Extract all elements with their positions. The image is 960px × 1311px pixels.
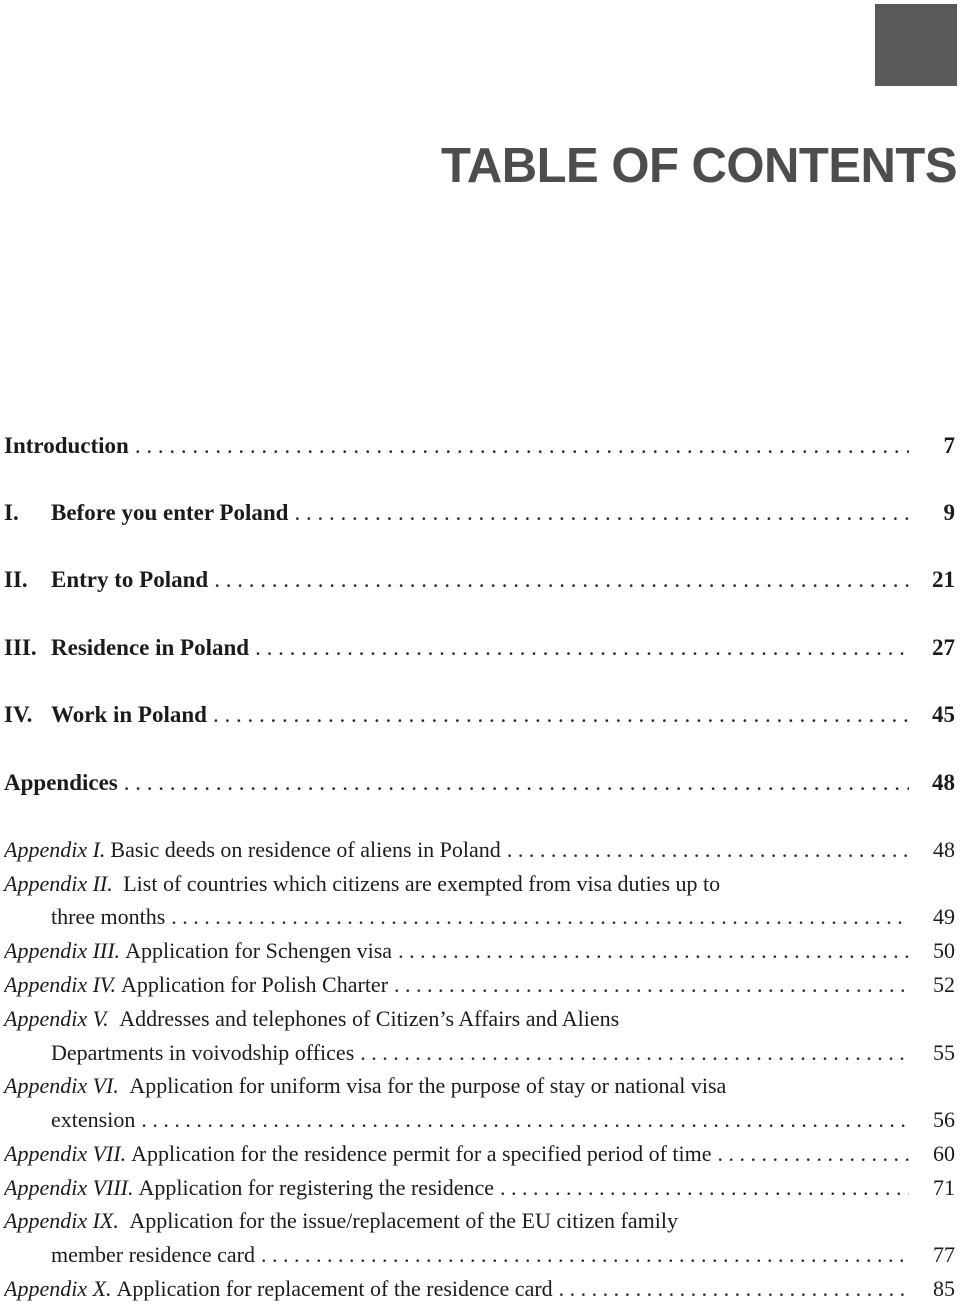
toc-entry-chapter-1[interactable] [4, 500, 955, 534]
toc-entry-appendix-5-continuation[interactable] [51, 1040, 955, 1074]
appendix-title-continuation: member residence card [51, 1242, 255, 1267]
dot-leader [559, 1276, 909, 1302]
page-title: TABLE OF CONTENTS [441, 139, 957, 193]
toc-entry-introduction[interactable] [4, 433, 955, 467]
toc-entry-title: Introduction [4, 433, 129, 458]
appendix-title: Application for the issue/replacement of the EU citizen family [129, 1208, 678, 1233]
toc-entry-page: 85 [933, 1276, 955, 1301]
toc-entry-page: 48 [933, 837, 955, 862]
appendix-title: Application for replacement of the residence card [116, 1276, 553, 1301]
toc-entry-number: III. [4, 635, 37, 660]
toc-entry-chapter-3[interactable] [4, 635, 955, 669]
dot-leader [261, 1242, 909, 1268]
dot-leader [500, 1175, 909, 1201]
toc-entry-title: Entry to Poland [51, 567, 209, 592]
appendix-title: Application for Polish Charter [121, 972, 389, 997]
toc-entry-number: I. [4, 500, 19, 525]
toc-entry-page: 77 [933, 1242, 955, 1267]
toc-entry-appendix-5[interactable] [4, 1006, 619, 1040]
toc-entry-page: 49 [933, 904, 955, 929]
toc-entry-appendices[interactable] [4, 770, 955, 804]
appendix-title: Addresses and telephones of Citizen’s Affairs and Aliens [119, 1006, 620, 1031]
toc-entry-page: 48 [932, 770, 955, 795]
toc-entry-appendix-9[interactable] [4, 1208, 678, 1242]
appendix-title: Application for registering the residence [138, 1175, 495, 1200]
toc-entry-appendix-2-continuation[interactable] [51, 904, 955, 938]
toc-entry-page: 27 [932, 635, 955, 660]
toc-entry-appendix-10[interactable] [4, 1276, 955, 1310]
appendix-title: Basic deeds on residence of aliens in Poland [110, 837, 501, 862]
dot-leader [255, 635, 909, 661]
dot-leader [718, 1141, 909, 1167]
dot-leader [394, 972, 909, 998]
appendix-title: List of countries which citizens are exempted from visa duties up to [123, 871, 721, 896]
appendix-label: Appendix VI. [4, 1073, 119, 1098]
toc-entry-appendix-2[interactable] [4, 871, 720, 905]
toc-entry-chapter-2[interactable] [4, 567, 955, 601]
dot-leader [135, 433, 909, 459]
appendix-label: Appendix VII. [4, 1141, 127, 1166]
appendix-title: Application for the residence permit for a specified period of time [131, 1141, 712, 1166]
appendix-title-continuation: Departments in voivodship offices [51, 1040, 355, 1065]
appendix-label: Appendix IX. [4, 1208, 119, 1233]
toc-entry-appendix-6[interactable] [4, 1073, 726, 1107]
toc-entry-appendix-7[interactable] [4, 1141, 955, 1175]
toc-entry-page: 45 [932, 702, 955, 727]
toc-entry-page: 52 [933, 972, 955, 997]
toc-entry-page: 71 [933, 1175, 955, 1200]
dot-leader [294, 500, 909, 526]
toc-entry-page: 50 [933, 938, 955, 963]
corner-tab-block [875, 4, 957, 86]
toc-entry-number: II. [4, 567, 28, 592]
toc-entry-page: 7 [943, 433, 955, 458]
toc-entry-appendix-4[interactable] [4, 972, 955, 1006]
appendix-title: Application for Schengen visa [125, 938, 393, 963]
toc-entry-page: 21 [932, 567, 955, 592]
toc-entry-appendix-6-continuation[interactable] [51, 1107, 955, 1141]
toc-entry-title: Residence in Poland [51, 635, 250, 660]
appendix-label: Appendix V. [4, 1006, 109, 1031]
toc-entry-chapter-4[interactable] [4, 702, 955, 736]
appendix-label: Appendix VIII. [4, 1175, 134, 1200]
toc-entry-appendix-3[interactable] [4, 938, 955, 972]
toc-entry-title: Appendices [4, 770, 118, 795]
dot-leader [124, 770, 909, 796]
dot-leader [398, 938, 909, 964]
toc-entry-title: Work in Poland [51, 702, 207, 727]
toc-entry-page: 9 [943, 500, 955, 525]
toc-entry-page: 60 [933, 1141, 955, 1166]
appendix-title-continuation: extension [51, 1107, 136, 1132]
dot-leader [507, 837, 909, 863]
toc-entry-appendix-8[interactable] [4, 1175, 955, 1209]
toc-entry-title: Before you enter Poland [51, 500, 289, 525]
dot-leader [214, 567, 909, 593]
appendix-title: Application for uniform visa for the purpose of stay or national visa [129, 1073, 727, 1098]
dot-leader [141, 1107, 909, 1133]
appendix-label: Appendix III. [4, 938, 121, 963]
appendix-label: Appendix II. [4, 871, 113, 896]
dot-leader [360, 1040, 909, 1066]
appendix-label: Appendix I. [4, 837, 106, 862]
appendix-label: Appendix X. [4, 1276, 112, 1301]
toc-entry-page: 56 [933, 1107, 955, 1132]
toc-entry-appendix-9-continuation[interactable] [51, 1242, 955, 1276]
dot-leader [213, 702, 909, 728]
toc-entry-appendix-1[interactable] [4, 837, 955, 871]
toc-entry-number: IV. [4, 702, 33, 727]
toc-entry-page: 55 [933, 1040, 955, 1065]
dot-leader [171, 904, 909, 930]
appendix-label: Appendix IV. [4, 972, 117, 997]
appendix-title-continuation: three months [51, 904, 166, 929]
